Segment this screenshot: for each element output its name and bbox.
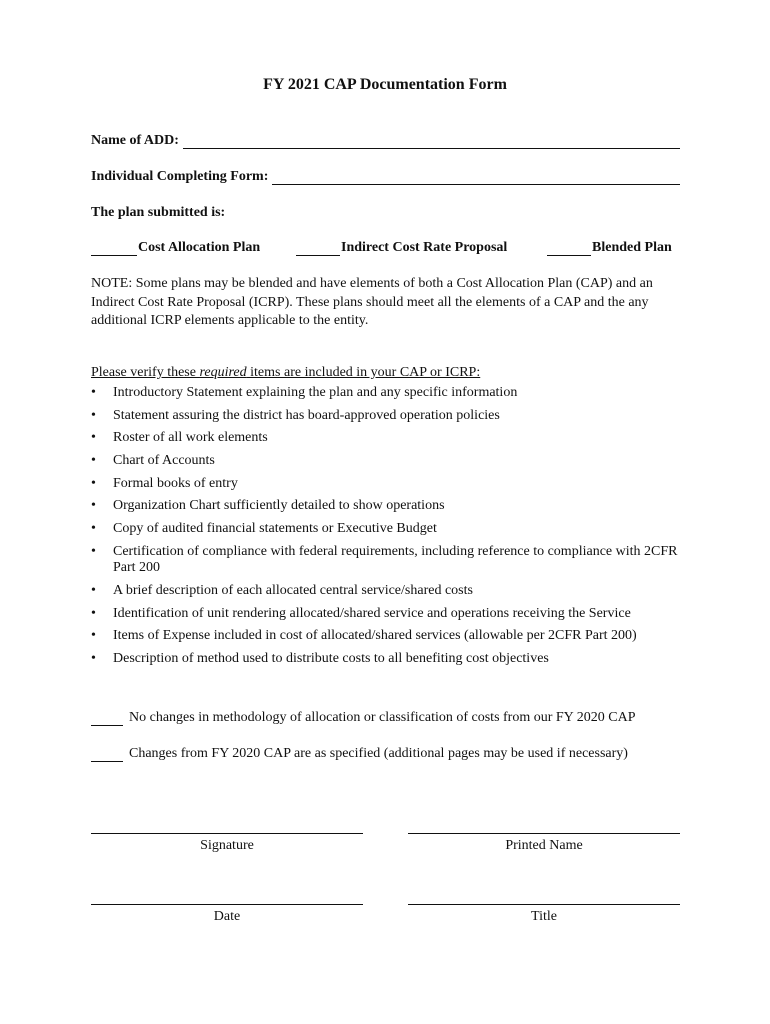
plan-option-blended[interactable] [547, 240, 672, 256]
bullet-icon: • [91, 605, 96, 621]
bullet-icon: • [91, 521, 96, 537]
list-item [91, 453, 691, 470]
verify-heading [91, 365, 480, 381]
individual-label: Individual Completing Form: [91, 169, 269, 184]
individual-line[interactable] [272, 170, 680, 185]
changes-blank[interactable] [91, 747, 123, 762]
verify-prefix: Please verify these [91, 365, 200, 380]
bullet-icon: • [91, 385, 96, 400]
list-item-text: Introductory Statement explaining the plan and any specific information [113, 385, 518, 400]
list-item [91, 583, 691, 600]
signature-line[interactable] [91, 832, 363, 834]
bullet-icon: • [91, 543, 96, 559]
list-item [91, 430, 691, 447]
bullet-icon: • [91, 475, 96, 491]
date-block[interactable] [91, 903, 363, 925]
printed-name-block[interactable] [408, 832, 680, 854]
list-item [91, 628, 691, 645]
list-item-text: Items of Expense included in cost of allocated/shared services (allowable per 2CFR Part 200) [113, 628, 637, 644]
plan-blank[interactable] [91, 241, 137, 256]
title-label: Title [531, 909, 557, 924]
plan-option-cap[interactable] [91, 240, 260, 256]
bullet-icon: • [91, 628, 96, 644]
list-item [91, 476, 691, 493]
plan-option-label: Blended Plan [592, 240, 672, 255]
changes-option[interactable] [91, 746, 628, 762]
list-item-text: Identification of unit rendering allocated/shared service and operations receiving the Service [113, 605, 631, 621]
bullet-icon: • [91, 453, 96, 469]
bullet-icon: • [91, 430, 96, 446]
verify-suffix: items are included in your CAP or ICRP: [246, 365, 481, 380]
no-changes-blank[interactable] [91, 711, 123, 726]
bullet-icon: • [91, 407, 96, 423]
signature-block[interactable] [91, 832, 363, 854]
add-name-field[interactable] [91, 133, 680, 149]
printed-name-line[interactable] [408, 832, 680, 834]
list-item-text: Roster of all work elements [113, 430, 268, 446]
plan-blank[interactable] [547, 241, 591, 256]
signature-label: Signature [200, 838, 254, 853]
plan-option-icrp[interactable] [296, 240, 507, 256]
bullet-icon: • [91, 583, 96, 598]
list-item-text: Formal books of entry [113, 475, 238, 491]
date-label: Date [213, 909, 241, 924]
title-line[interactable] [408, 903, 680, 905]
title-block[interactable] [408, 903, 680, 925]
bullet-icon: • [91, 498, 96, 514]
list-item-text: Description of method used to distribute costs to all benefiting cost objectives [113, 651, 549, 667]
plan-option-label: Indirect Cost Rate Proposal [341, 240, 508, 255]
verify-emphasis: required [199, 365, 247, 380]
no-changes-label: No changes in methodology of allocation or classification of costs from our FY 2020 CAP [129, 710, 636, 725]
list-item-text: Certification of compliance with federal requirements, including reference to compliance with 2CFR Part 200 [113, 543, 678, 576]
list-item [91, 606, 691, 623]
date-line[interactable] [91, 903, 363, 905]
note-paragraph: NOTE: Some plans may be blended and have elements of both a Cost Allocation Plan (CAP) and an Indirect Cost Rate Proposal (ICRP). These plans should meet all the elements of a CAP and the any additional ICRP elements applicable to the entity. [91, 276, 653, 328]
list-item [91, 498, 691, 515]
no-changes-option[interactable] [91, 710, 636, 726]
list-item-text: A brief description of each allocated central service/shared costs [113, 583, 473, 598]
plan-option-label: Cost Allocation Plan [138, 240, 261, 255]
required-items-list [91, 385, 691, 674]
add-name-line[interactable] [183, 134, 680, 149]
list-item-text: Organization Chart sufficiently detailed to show operations [113, 498, 445, 514]
list-item [91, 521, 691, 538]
list-item-text: Chart of Accounts [113, 453, 215, 469]
changes-label: Changes from FY 2020 CAP are as specified (additional pages may be used if necessary) [129, 746, 628, 761]
list-item-text: Statement assuring the district has board-approved operation policies [113, 407, 500, 423]
page-title: FY 2021 CAP Documentation Form [263, 76, 507, 93]
add-name-label: Name of ADD: [91, 133, 179, 148]
list-item [91, 385, 691, 402]
list-item [91, 408, 691, 425]
plan-heading: The plan submitted is: [91, 205, 226, 220]
plan-blank[interactable] [296, 241, 340, 256]
individual-field[interactable] [91, 169, 680, 185]
bullet-icon: • [91, 651, 96, 667]
list-item [91, 544, 691, 577]
printed-name-label: Printed Name [505, 838, 583, 853]
list-item-text: Copy of audited financial statements or Executive Budget [113, 521, 437, 537]
list-item [91, 651, 691, 668]
